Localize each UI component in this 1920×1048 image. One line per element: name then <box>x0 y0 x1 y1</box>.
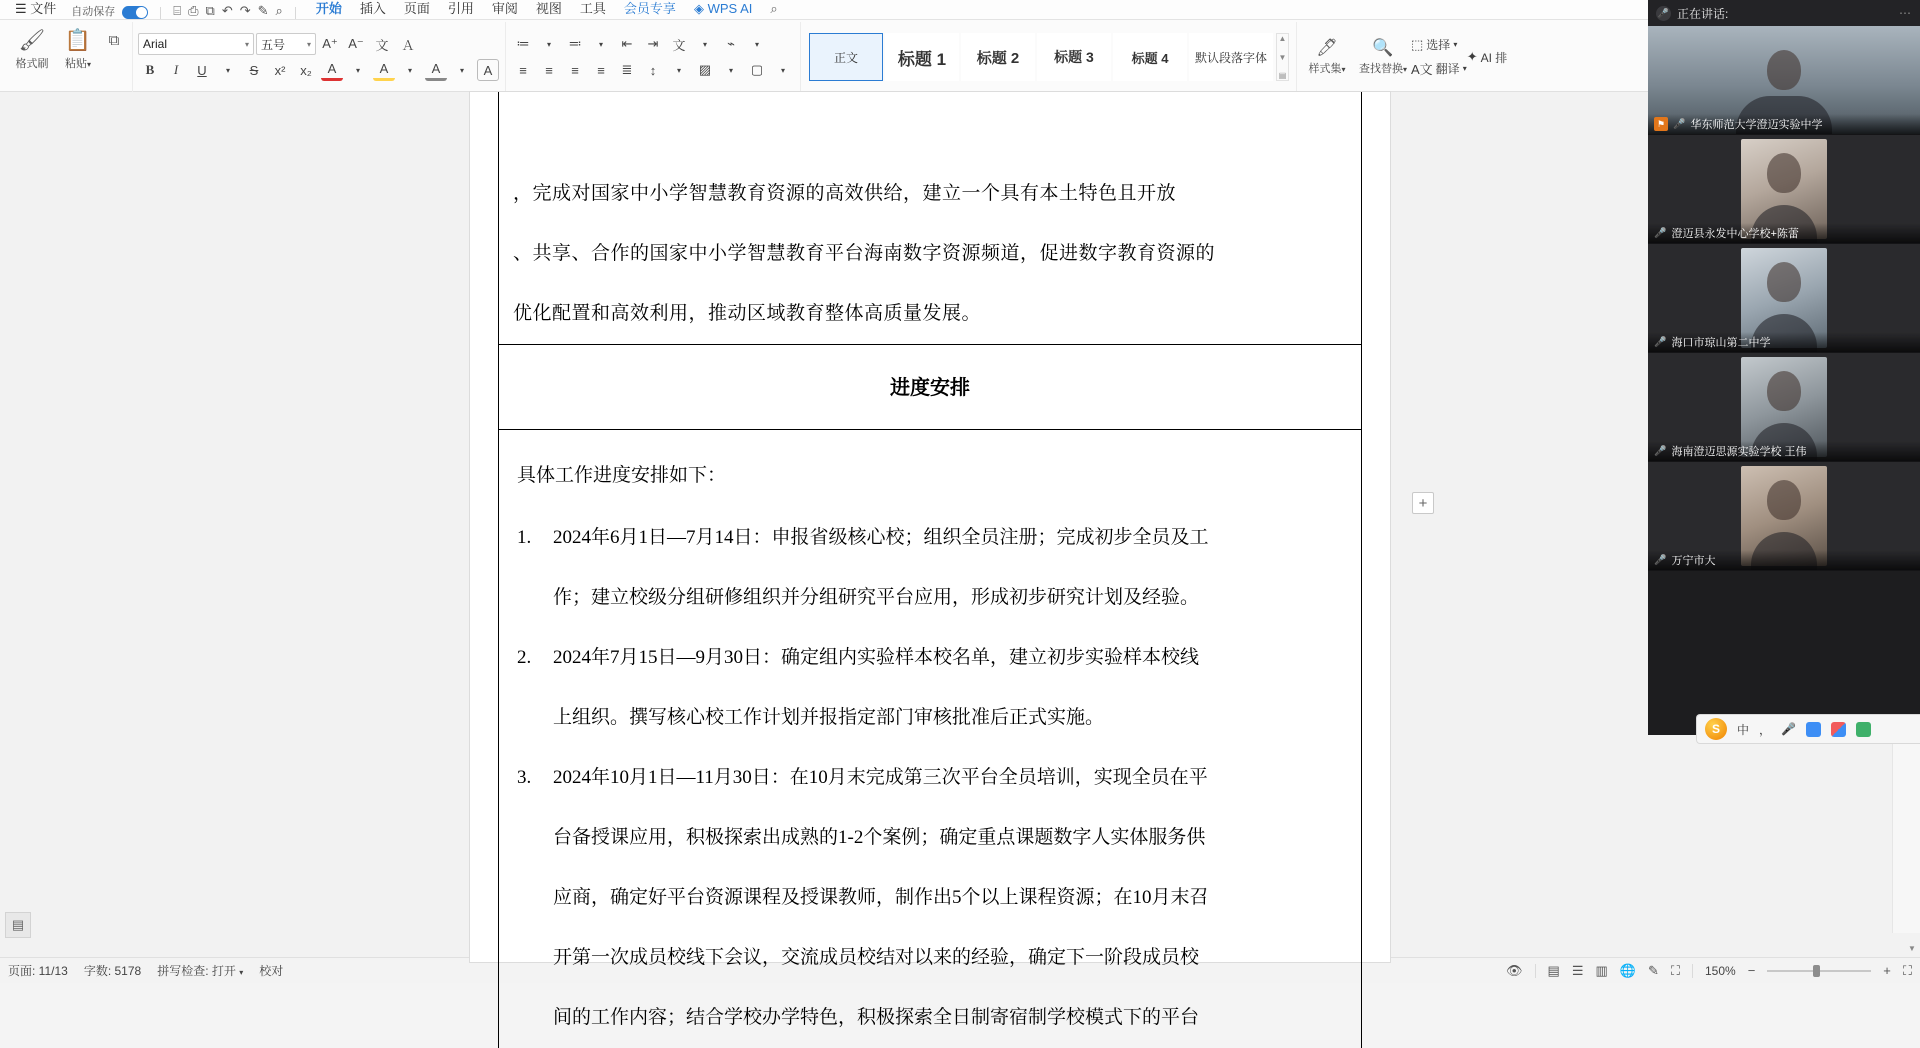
list-item <box>513 748 1347 808</box>
tab-reference[interactable]: 引用 <box>447 1 474 16</box>
participant-name: 澄迈县永发中心学校+陈蕾 <box>1671 228 1799 240</box>
participant-name-bar <box>1648 332 1920 352</box>
asian-layout-dropdown-icon[interactable]: ▾ <box>702 39 707 49</box>
list-text: 作；建立校级分组研修组织并分组研究平台应用，形成初步研究计划及经验。 <box>553 587 1200 608</box>
word-count[interactable]: 字数: 5178 <box>83 964 142 978</box>
list-item <box>513 508 1347 568</box>
list-item-cont <box>513 988 1347 1048</box>
chevron-down-icon: ▾ <box>1462 64 1467 73</box>
web-view-icon[interactable]: 🌐 <box>1619 962 1636 978</box>
speaking-label: 正在讲话: <box>1677 6 1729 21</box>
font-color-dropdown-icon[interactable]: ▾ <box>355 65 360 75</box>
person-silhouette <box>1767 480 1801 520</box>
mic-icon: 🎤 <box>1673 118 1686 130</box>
list-item-cont <box>513 808 1347 868</box>
list-number: 3. <box>517 767 532 788</box>
underline-dropdown-icon[interactable]: ▾ <box>225 65 230 75</box>
reading-view-icon[interactable]: ▥ <box>1595 962 1608 978</box>
line-spacing-icon[interactable]: ↕ <box>649 62 657 78</box>
font-size-combo[interactable]: 五号 ▾ <box>256 33 316 55</box>
tab-review[interactable]: 审阅 <box>491 1 518 16</box>
clipboard-icon: 📋 <box>64 29 92 52</box>
mic-icon: 🎤 <box>1654 554 1667 566</box>
select-icon: ⬚ <box>1411 36 1424 52</box>
zoom-in-button[interactable]: + <box>1883 963 1891 978</box>
participant-tile[interactable] <box>1648 135 1920 244</box>
strikethrough-button[interactable]: S <box>249 62 259 78</box>
ribbon <box>0 20 1920 92</box>
search-icon: 🔍 <box>1372 38 1394 57</box>
paragraph-layout-dropdown-icon[interactable]: ▾ <box>754 39 759 49</box>
mic-icon: 🎤 <box>1654 336 1667 348</box>
zoom-knob[interactable] <box>1813 965 1820 977</box>
list-text: 2024年6月1日—7月14日：申报省级核心校；组织全员注册；完成初步全员及工 <box>553 527 1209 548</box>
translate-icon: A文 <box>1411 62 1433 77</box>
character-border-icon[interactable]: Ａ <box>401 37 415 53</box>
search-icon[interactable]: ⌕ <box>770 1 778 16</box>
copy-button[interactable] <box>101 25 127 89</box>
zoom-value[interactable]: 150% <box>1705 963 1736 978</box>
ime-toolbar[interactable] <box>1696 714 1920 744</box>
participant-name-bar <box>1648 441 1920 461</box>
meeting-panel[interactable] <box>1648 0 1920 735</box>
paste-button[interactable]: 📋 粘贴▾ <box>64 29 92 70</box>
section-title: 进度安排 <box>890 377 970 399</box>
list-text: 台备授课应用，积极探索出成熟的1-2个案例；确定重点课题数字人实体服务供 <box>553 827 1206 848</box>
editing-tool-stack <box>1411 22 1467 92</box>
participant-name: 万宁市大 <box>1671 555 1716 567</box>
shading-dropdown-icon[interactable]: ▾ <box>728 65 733 75</box>
document-page[interactable] <box>470 92 1390 1028</box>
list-number: 1. <box>517 527 532 548</box>
participant-tiles <box>1648 26 1920 571</box>
list-text: 应商，确定好平台资源课程及授课教师，制作出5个以上课程资源；在10月末召 <box>553 887 1209 908</box>
paragraph-1: ，完成对国家中小学智慧教育资源的高效供给，建立一个具有本土特色且开放 <box>513 183 1177 204</box>
grow-font-button[interactable]: A⁺ <box>322 36 338 51</box>
align-right-icon[interactable]: ≡ <box>571 62 579 78</box>
status-right-group <box>1506 963 1912 979</box>
participant-tile[interactable] <box>1648 462 1920 571</box>
insert-row-button[interactable]: + <box>1412 492 1434 514</box>
divider <box>1535 964 1536 978</box>
chevron-up-icon: ▲ <box>1278 34 1287 43</box>
list-text: 上组织。撰写核心校工作计划并报指定部门审核批准后正式实施。 <box>553 707 1105 728</box>
pinyin-guide-icon[interactable]: 文 <box>375 37 389 53</box>
menu-file[interactable]: ☰ 文件 <box>15 1 57 16</box>
participant-name-bar <box>1648 114 1920 134</box>
format-painter-icon[interactable]: ✎ <box>257 3 269 18</box>
participant-name: 海口市琼山第二中学 <box>1671 337 1771 349</box>
decrease-indent-icon[interactable]: ⇤ <box>621 36 633 51</box>
list-item <box>513 628 1347 688</box>
more-dots-icon[interactable]: ⋯ <box>1899 6 1912 20</box>
mic-icon[interactable]: 🎤 <box>1781 722 1796 736</box>
keyboard-icon[interactable] <box>1806 722 1821 737</box>
list-text: 开第一次成员校线下会议，交流成员校结对以来的经验，确定下一阶段成员校 <box>553 947 1200 968</box>
style-heading-1[interactable]: 标题 1 <box>885 33 959 81</box>
divider <box>160 7 161 19</box>
chevron-down-icon: ▼ <box>1278 52 1287 62</box>
participant-name: 海南澄迈思源实验学校 王伟 <box>1671 446 1807 458</box>
tab-page[interactable]: 页面 <box>403 1 430 16</box>
subscript-button[interactable]: x₂ <box>300 62 312 78</box>
menu-icon[interactable] <box>1856 722 1871 737</box>
save-icon[interactable]: ⌸ <box>173 3 182 18</box>
list-number: 2. <box>517 647 532 668</box>
ribbon-group-styles <box>800 22 1296 92</box>
char-shading-button[interactable]: A <box>477 59 499 81</box>
ai-icon: ✦ <box>1466 49 1478 64</box>
style-set-button[interactable]: 🖊 样式集▾ <box>1308 38 1346 75</box>
participant-tile[interactable] <box>1648 26 1920 135</box>
font-color-button[interactable]: A <box>321 59 343 81</box>
navigation-pane-toggle[interactable] <box>5 912 31 938</box>
text-effect-button[interactable]: A <box>425 59 447 81</box>
numbering-dropdown-icon[interactable]: ▾ <box>598 39 603 49</box>
divider <box>295 7 296 19</box>
italic-button[interactable]: I <box>173 62 179 77</box>
style-heading-4[interactable]: 标题 4 <box>1113 33 1187 81</box>
list-item-cont <box>513 928 1347 988</box>
chevron-down-icon: ▾ <box>306 39 311 49</box>
tab-insert[interactable]: 插入 <box>359 1 386 16</box>
superscript-button[interactable]: x² <box>274 62 286 78</box>
toolbox-icon[interactable] <box>1831 722 1846 737</box>
tab-start[interactable]: 开始 <box>315 1 342 16</box>
mic-icon: 🎤 <box>1656 6 1671 21</box>
font-name-combo[interactable]: Arial ▾ <box>138 33 254 55</box>
mic-icon: 🎤 <box>1654 227 1667 239</box>
align-left-icon[interactable]: ≡ <box>519 62 527 78</box>
steps-list <box>513 508 1347 1048</box>
shrink-font-button[interactable]: A⁻ <box>348 36 364 51</box>
scroll-down-arrow-icon[interactable]: ▼ <box>1908 944 1916 953</box>
styles-gallery-scroll[interactable] <box>1276 33 1289 81</box>
sogou-logo-icon[interactable]: S <box>1705 718 1727 740</box>
distribute-icon[interactable]: ≣ <box>621 62 633 77</box>
find-replace-button[interactable]: 🔍 查找替换▾ <box>1358 38 1407 75</box>
ime-mode-button[interactable]: 中 <box>1737 722 1750 737</box>
paragraph-row-1 <box>511 33 795 55</box>
ribbon-group-paragraph <box>505 22 800 92</box>
punctuation-icon[interactable]: ， <box>1759 722 1772 737</box>
bullets-dropdown-icon[interactable]: ▾ <box>546 39 551 49</box>
outline-view-icon[interactable]: ☰ <box>1571 962 1584 978</box>
borders-dropdown-icon[interactable]: ▾ <box>780 65 785 75</box>
ribbon-group-clipboard <box>4 22 132 92</box>
list-item-cont <box>513 868 1347 928</box>
table-cell-body[interactable] <box>498 429 1362 1048</box>
paragraph-layout-icon[interactable]: ⌁ <box>727 36 735 51</box>
chevron-down-icon: ▾ <box>244 39 249 49</box>
justify-icon[interactable]: ≡ <box>597 62 605 78</box>
styles-gallery <box>806 22 1291 92</box>
participant-name-bar <box>1648 223 1920 243</box>
bullets-icon[interactable]: ≔ <box>516 36 530 51</box>
paragraph-2: 、共享、合作的国家中小学智慧教育平台海南数字资源频道，促进数字教育资源的 <box>513 243 1216 264</box>
paragraph-3: 优化配置和高效利用，推动区域教育整体高质量发展。 <box>513 303 982 324</box>
copy-icon: ⧉ <box>108 32 120 49</box>
outline-icon: ▤ <box>11 917 25 932</box>
participant-tile[interactable] <box>1648 353 1920 462</box>
mic-icon: 🎤 <box>1654 445 1667 457</box>
tab-view[interactable]: 视图 <box>535 1 562 16</box>
undo-icon[interactable]: ↶ <box>221 3 233 18</box>
text-effect-dropdown-icon[interactable]: ▾ <box>459 65 464 75</box>
pin-icon: ⚑ <box>1654 117 1668 131</box>
highlight-button[interactable]: A <box>373 59 395 81</box>
focus-mode-icon[interactable]: ⛶ <box>1670 962 1680 978</box>
select-button[interactable]: ⬚ 选择 ▾ <box>1411 36 1458 52</box>
list-item-cont <box>513 688 1347 748</box>
chevron-down-icon: ▾ <box>1453 40 1458 49</box>
autosave-toggle[interactable] <box>122 6 148 19</box>
participant-name: 华东师范大学澄迈实验中学 <box>1690 119 1823 131</box>
increase-indent-icon[interactable]: ⇥ <box>647 36 659 51</box>
print-icon[interactable]: ⎙ <box>188 3 199 18</box>
proofread-button[interactable]: 校对 <box>259 964 284 978</box>
style-normal[interactable]: 正文 <box>809 33 883 81</box>
underline-button[interactable]: U <box>197 62 207 78</box>
font-row-2 <box>138 59 500 81</box>
eye-icon[interactable]: 👁 <box>1506 962 1523 978</box>
print-preview-icon[interactable]: ⧉ <box>205 3 215 18</box>
divider <box>1692 964 1693 978</box>
meeting-header <box>1648 0 1920 26</box>
format-painter-button[interactable]: 🖌 格式刷 <box>15 29 49 70</box>
table-cell-section-title[interactable] <box>498 344 1362 429</box>
tab-wps-ai[interactable]: ◈ WPS AI <box>693 1 753 16</box>
lead-paragraph: 具体工作进度安排如下： <box>517 465 727 486</box>
person-silhouette <box>1767 262 1801 302</box>
tab-tools[interactable]: 工具 <box>579 1 606 16</box>
quick-access-toolbar <box>65 3 307 19</box>
ai-layout-button[interactable]: ✦ AI 排 <box>1466 49 1508 65</box>
participant-name-bar <box>1648 550 1920 570</box>
zoom-out-button[interactable]: − <box>1747 963 1756 978</box>
document-content[interactable] <box>470 92 1390 1028</box>
list-text: 2024年7月15日—9月30日：确定组内实验样本校名单，建立初步实验样本校线 <box>553 647 1200 668</box>
zoom-slider[interactable] <box>1767 964 1871 978</box>
page-indicator[interactable]: 页面: 11/13 <box>8 964 68 978</box>
person-silhouette <box>1767 50 1801 90</box>
list-text: 2024年10月1日—11月30日：在10月末完成第三次平台全员培训，实现全员在平 <box>553 767 1208 788</box>
style-default-paragraph-font[interactable]: 默认段落字体 <box>1189 33 1273 81</box>
table-cell-top[interactable] <box>498 92 1362 344</box>
left-rail <box>0 92 38 957</box>
fullscreen-icon[interactable]: ⛶ <box>1902 962 1912 978</box>
list-item-cont <box>513 568 1347 628</box>
participant-tile[interactable] <box>1648 244 1920 353</box>
borders-icon[interactable]: ▢ <box>750 62 764 77</box>
page-layout-view-icon[interactable]: ▤ <box>1547 962 1560 978</box>
style-heading-2[interactable]: 标题 2 <box>961 33 1035 81</box>
ai-diamond-icon: ◈ <box>693 1 704 16</box>
autosave-label: 自动保存 <box>71 6 116 18</box>
numbering-icon[interactable]: ≕ <box>568 36 582 51</box>
style-heading-3[interactable]: 标题 3 <box>1037 33 1111 81</box>
highlight-dropdown-icon[interactable]: ▾ <box>407 65 412 75</box>
ribbon-group-editing <box>1296 22 1512 92</box>
paintbrush-icon: 🖌 <box>18 29 46 52</box>
file-icon: ☰ <box>15 1 27 16</box>
style-set-icon: 🖊 <box>1316 38 1338 57</box>
font-row-1 <box>138 33 500 55</box>
find-icon[interactable]: ⌕ <box>275 3 283 18</box>
menu-bar <box>0 0 1920 20</box>
ribbon-group-font <box>132 22 505 92</box>
person-silhouette <box>1767 153 1801 193</box>
edit-mode-icon[interactable]: ✎ <box>1647 962 1659 978</box>
paragraph-row-2 <box>511 59 795 81</box>
spellcheck-status[interactable]: 拼写检查: 打开 ▾ <box>157 964 244 978</box>
asian-layout-icon[interactable]: 文 <box>672 37 686 53</box>
ai-tool-stack <box>1467 22 1508 92</box>
redo-icon[interactable]: ↷ <box>239 3 251 18</box>
translate-button[interactable]: A文 翻译 ▾ <box>1411 59 1467 78</box>
line-spacing-dropdown-icon[interactable]: ▾ <box>676 65 681 75</box>
person-silhouette <box>1767 371 1801 411</box>
more-styles-icon: ▤ <box>1278 71 1287 80</box>
shading-icon[interactable]: ▨ <box>698 62 712 77</box>
bold-button[interactable]: B <box>145 62 155 77</box>
tab-member[interactable]: 会员专享 <box>623 1 676 16</box>
align-center-icon[interactable]: ≡ <box>545 62 553 78</box>
list-text: 间的工作内容；结合学校办学特色，积极探索全日制寄宿制学校模式下的平台 <box>553 1007 1200 1028</box>
